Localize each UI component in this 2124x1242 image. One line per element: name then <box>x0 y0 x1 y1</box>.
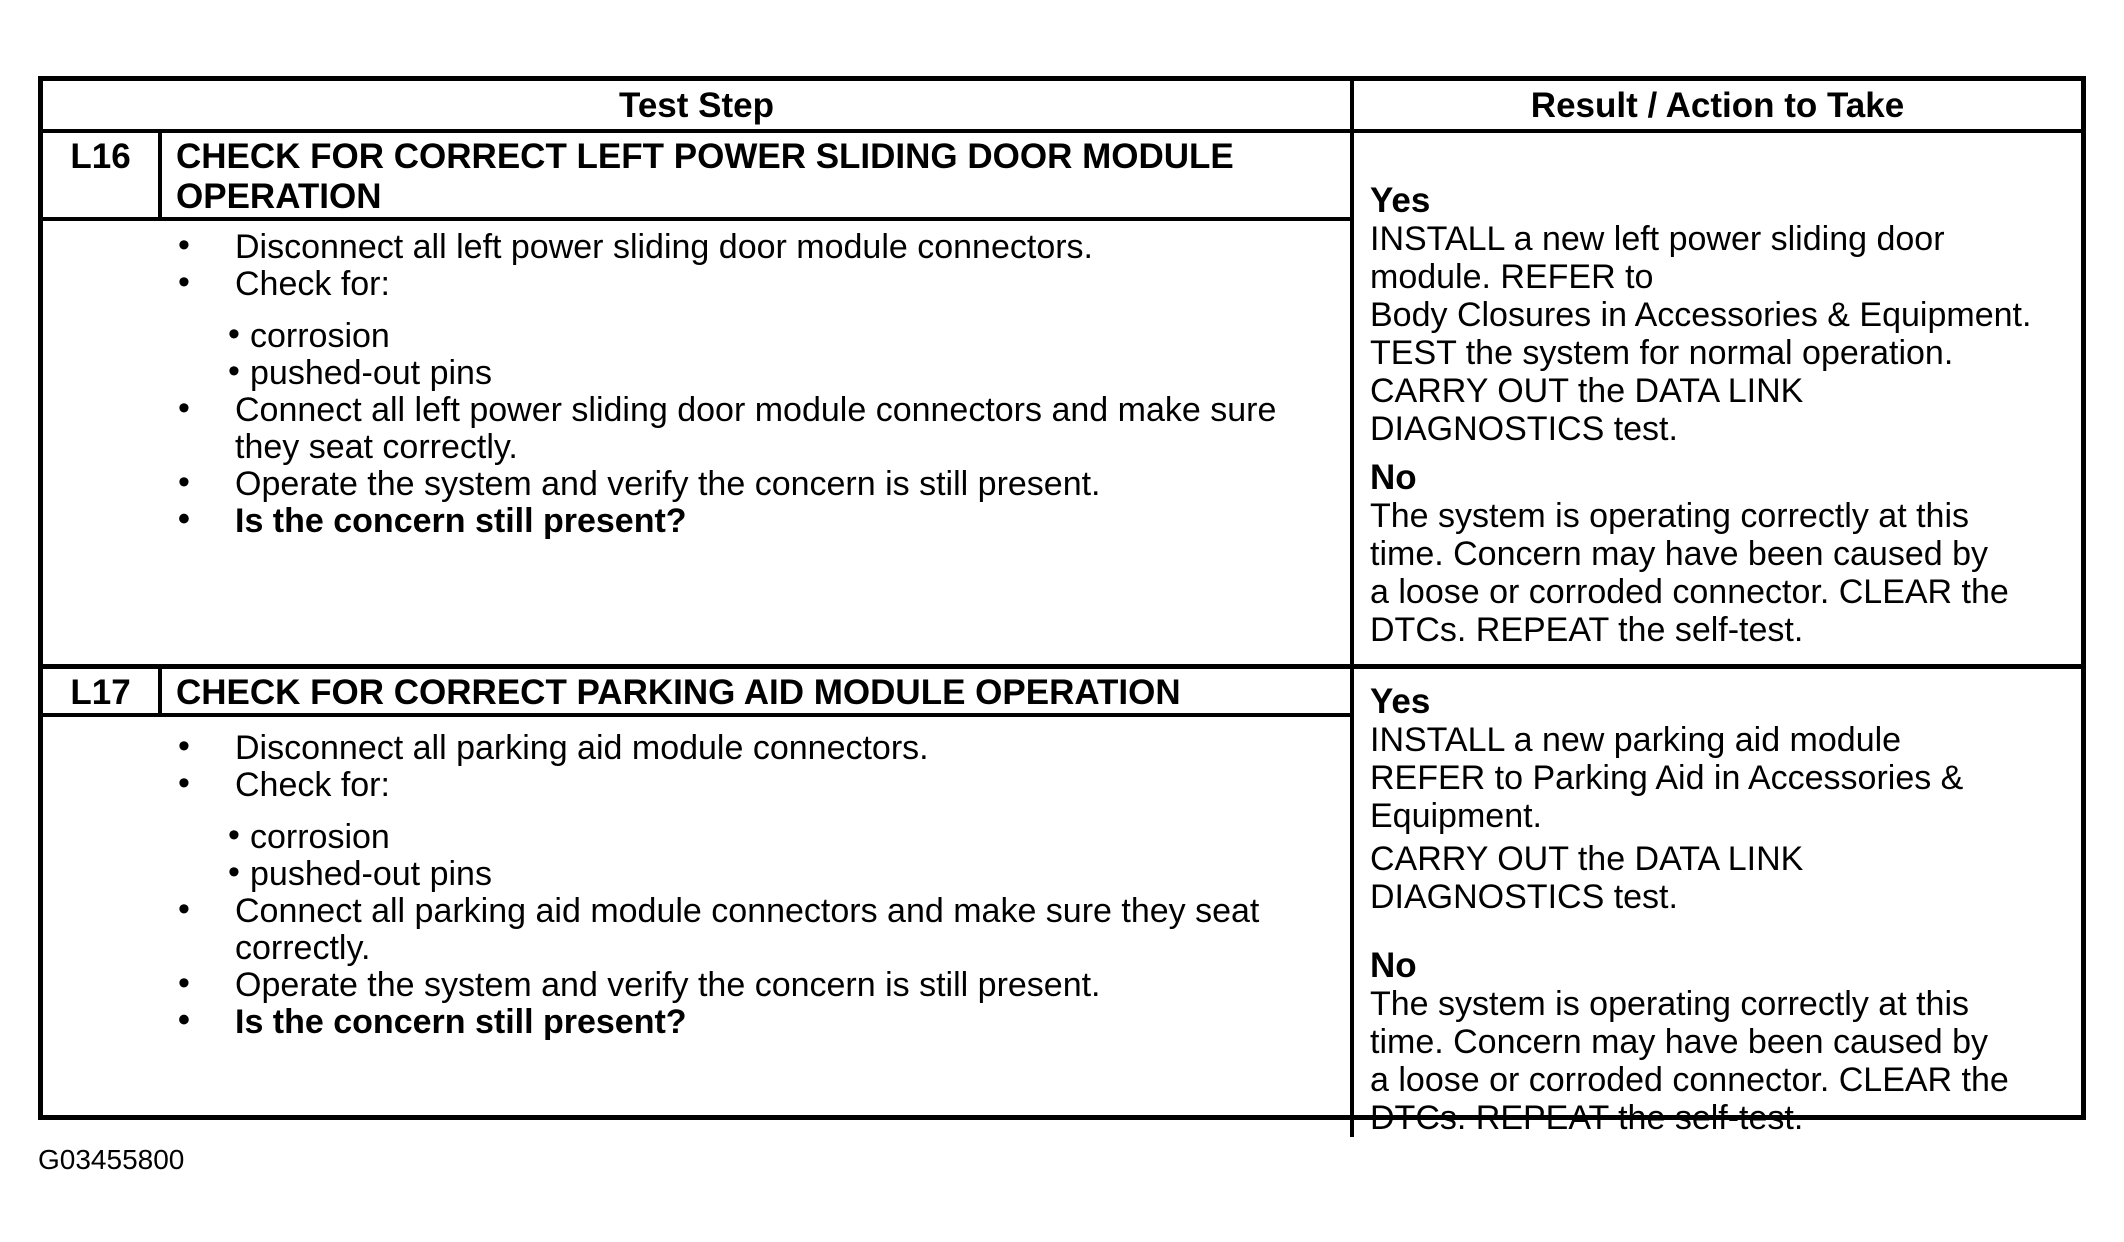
yes-heading: Yes <box>1370 682 1431 721</box>
bullet-text: Check for: <box>235 766 390 804</box>
table-header-row <box>43 81 2081 133</box>
step-title: CHECK FOR CORRECT LEFT POWER SLIDING DOOR MODULE OPERATION <box>176 137 1234 216</box>
bullet-marker: • <box>228 352 240 390</box>
bullet-marker: • <box>178 500 190 538</box>
no-block <box>1370 458 2075 649</box>
bullet-marker: • <box>228 853 240 891</box>
result-line: CARRY OUT the DATA LINK <box>1370 372 1804 410</box>
bullet-text: Operate the system and verify the concern is still present. <box>235 465 1101 503</box>
no-block <box>1370 946 2075 1137</box>
bullet-marker: • <box>178 727 190 765</box>
result-line: DTCs. REPEAT the self-test. <box>1370 1099 1804 1137</box>
test-step-cell-l16 <box>43 133 1354 664</box>
bullet-marker: • <box>178 463 190 501</box>
bullet-marker: • <box>228 816 240 854</box>
yes-heading: Yes <box>1370 181 1431 220</box>
no-heading: No <box>1370 946 1417 985</box>
result-line: INSTALL a new left power sliding door <box>1370 220 1945 258</box>
step-instructions-l16 <box>43 221 1350 664</box>
bullet-text: pushed-out pins <box>250 855 492 893</box>
bullet-text: Connect all left power sliding door module connectors and make sure they seat correctly. <box>235 391 1277 466</box>
step-id: L16 <box>43 133 162 217</box>
sub-bullet-item <box>43 853 1350 893</box>
result-line: CARRY OUT the DATA LINK <box>1370 840 1804 878</box>
step-header-band-l16 <box>43 133 1350 221</box>
result-line: INSTALL a new parking aid module <box>1370 721 1902 759</box>
result-line: TEST the system for normal operation. <box>1370 334 1954 372</box>
result-line: time. Concern may have been caused by <box>1370 535 1989 573</box>
yes-block <box>1370 181 2075 448</box>
bullet-marker: • <box>178 1001 190 1039</box>
sub-bullet-item <box>43 816 1350 856</box>
step-id: L17 <box>43 669 162 713</box>
bullet-marker: • <box>178 389 190 427</box>
step-header-band-l17 <box>43 669 1350 717</box>
figure-code: G03455800 <box>38 1144 185 1175</box>
test-step-row-l16 <box>43 133 2081 669</box>
result-line: Body Closures in Accessories & Equipment. <box>1370 296 2032 334</box>
bullet-item-question <box>43 1001 1350 1041</box>
bullet-item <box>43 389 1350 466</box>
test-step-row-l17 <box>43 669 2081 1137</box>
result-line: DIAGNOSTICS test. <box>1370 878 1678 916</box>
result-line: The system is operating correctly at this <box>1370 985 1970 1023</box>
result-line: module. REFER to <box>1370 258 1654 296</box>
bullet-text: pushed-out pins <box>250 354 492 392</box>
bullet-text: Is the concern still present? <box>235 502 687 540</box>
bullet-marker: • <box>178 263 190 301</box>
bullet-text: corrosion <box>250 317 390 355</box>
bullet-text: Connect all parking aid module connectors and make sure they seat correctly. <box>235 892 1260 967</box>
bullet-marker: • <box>178 226 190 264</box>
bullet-text: Operate the system and verify the concern is still present. <box>235 966 1101 1004</box>
result-cell-l17 <box>1354 669 2081 1137</box>
bullet-item <box>43 727 1350 767</box>
bullet-marker: • <box>178 964 190 1002</box>
bullet-item <box>43 890 1350 967</box>
bullet-marker: • <box>178 890 190 928</box>
bullet-item <box>43 226 1350 266</box>
result-line: time. Concern may have been caused by <box>1370 1023 1989 1061</box>
header-result-action: Result / Action to Take <box>1530 86 1905 125</box>
bullet-text: Is the concern still present? <box>235 1003 687 1041</box>
bullet-item <box>43 263 1350 303</box>
result-line: a loose or corroded connector. CLEAR the <box>1370 573 2009 611</box>
bullet-marker: • <box>228 315 240 353</box>
sub-bullet-item <box>43 315 1350 355</box>
header-test-step: Test Step <box>43 81 1354 129</box>
bullet-item-question <box>43 500 1350 540</box>
yes-block <box>1370 682 2075 916</box>
bullet-marker: • <box>178 764 190 802</box>
step-title: CHECK FOR CORRECT PARKING AID MODULE OPERATION <box>176 673 1181 712</box>
step-instructions-l17 <box>43 717 1350 1137</box>
bullet-text: Disconnect all left power sliding door module connectors. <box>235 228 1094 266</box>
bullet-text: Disconnect all parking aid module connectors. <box>235 729 929 767</box>
test-step-cell-l17 <box>43 669 1354 1137</box>
result-line: REFER to Parking Aid in Accessories & <box>1370 759 1964 797</box>
result-line: DIAGNOSTICS test. <box>1370 410 1678 448</box>
result-line: a loose or corroded connector. CLEAR the <box>1370 1061 2009 1099</box>
result-line: DTCs. REPEAT the self-test. <box>1370 611 1804 649</box>
result-cell-l16 <box>1354 133 2081 664</box>
sub-bullet-item <box>43 352 1350 392</box>
result-line: Equipment. <box>1370 797 1542 835</box>
bullet-item <box>43 463 1350 503</box>
bullet-item <box>43 764 1350 804</box>
bullet-item <box>43 964 1350 1004</box>
no-heading: No <box>1370 458 1417 497</box>
bullet-text: corrosion <box>250 818 390 856</box>
result-line: The system is operating correctly at this <box>1370 497 1970 535</box>
bullet-text: Check for: <box>235 265 390 303</box>
diagnostic-table <box>38 76 2086 1137</box>
